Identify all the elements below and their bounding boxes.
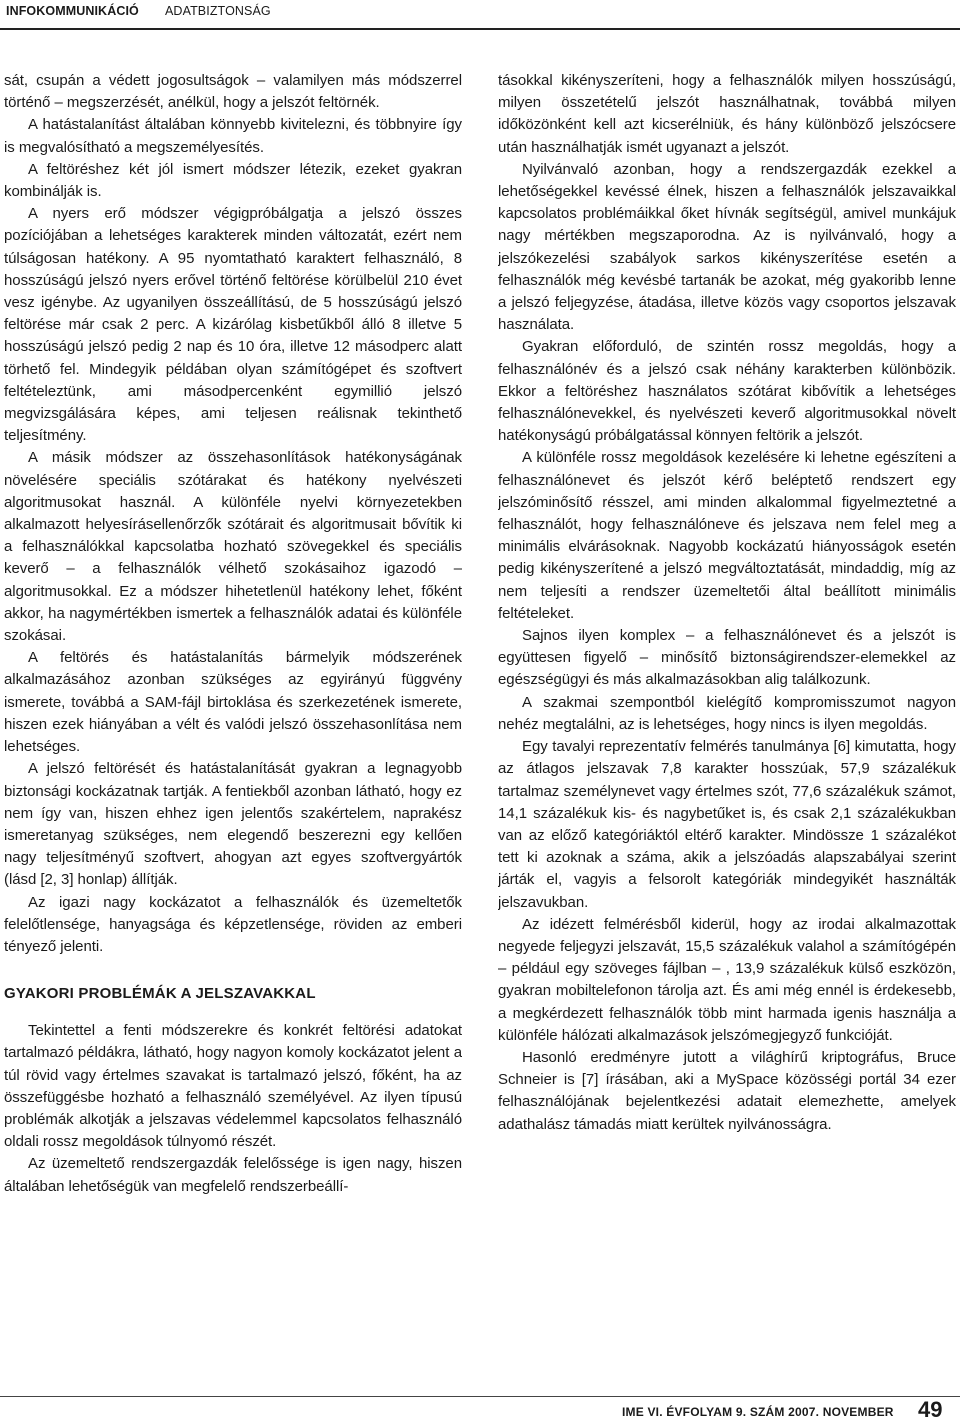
body-paragraph: A feltörés és hatástalanítás bármelyik módszerének alkalmazásához azonban szükséges az egyirányú függvény ismerete, továbbá a SAM-fájl birtoklása és szerkezetének ismerete, hiszen ezek hiányában a vélt és valódi jelszó összehasonlítása nem lehetséges. [4, 649, 462, 756]
running-header [0, 0, 960, 30]
body-paragraph: Nyilvánvaló azonban, hogy a rendszergazdák ezekkel a lehetőségekkel kevéssé élnek, hiszen a felhasználók jelszavaikkal kapcsolatos problémáikkal őket hívnák segítségül, amivel munkájuk nagy mértékben megszaporodna. Az is nyilvánvaló, hogy a jelszókezelési szabályok sarkos kikényszerítése esetén a felhasználók még kevésbé tartanák be azokat, még gyakoribb lenne a jelszó feljegyzése, átadása, illetve közös vagy csoportos jelszavak használata. [498, 160, 956, 334]
body-paragraph: A jelszó feltörését és hatástalanítását gyakran a legnagyobb biztonsági kockázatnak tartják. A fentiekből azonban látható, hogy ez nem így van, hiszen ehhez igen jelentős szakértelem, naprakész ismeretanyag szükséges, nem elegendő beszerezni egy kellően nagy teljesítményű szoftvert, ahogyan azt egyes szoftvergyártók (lásd [2, 3] honlap) állítják. [4, 760, 462, 889]
right-column [498, 70, 956, 1380]
body-paragraph: sát, csupán a védett jogosultságok – valamilyen más módszerrel történő – megszerzését, anélkül, hogy a jelszót feltörnék. [4, 72, 462, 112]
body-paragraph: tásokkal kikényszeríteni, hogy a felhasználók milyen hosszúságú, milyen összetételű jelszót használhatnak, továbbá milyen időközönként kell azt kicserélniük, és hány különböző jelszócsere után használhatják ismét ugyanazt a jelszót. [498, 72, 956, 156]
body-paragraph: A hatástalanítást általában könnyebb kivitelezni, és többnyire így is megvalósítható a megszemélyesítés. [4, 116, 462, 156]
body-paragraph: A szakmai szempontból kielégítő kompromisszumot nagyon nehéz megtalálni, az is lehetséges, hogy nincs is ilyen megoldás. [498, 693, 956, 733]
section-label: INFOKOMMUNIKÁCIÓ [6, 4, 139, 18]
body-paragraph: A különféle rossz megoldások kezelésére ki lehetne egészíteni a felhasználónevet és jelszót kérő beléptető rendszert egy jelszóminősítő résszel, ami minden alkalommal figyelmeztetné a felhasználót, hogy felhasználóneve és jelszava nem felel meg a minimális elvárásoknak. Nagyobb kockázatú hiányosságok esetén pedig kikényszerítené a jelszó megváltoztatását, mindaddig, míg az nem teljesíti a rendszer üzemeltetői által beállított minimális feltételeket. [498, 449, 956, 622]
body-paragraph: Az idézett felmérésből kiderül, hogy az irodai alkalmazottak negyede feljegyzi jelszavát, 15,5 százalékuk valahol a számítógépén – például egy szöveges fájlban – , 13,9 százalékuk külső eszközön, gyakran mobiltelefonon tárolja azt. És ami még ennél is érdekesebb, a megkérdezett felhasználók több mint harmada igenis használja a különféle hálózati alkalmazások jelszómegjegyző funkcióját. [498, 915, 956, 1044]
body-paragraph: Gyakran előforduló, de szintén rossz megoldás, hogy a felhasználónév és a jelszó csak néhány karakterben különbözik. Ekkor a feltöréshez használatos szótárat kibővítik a lehetséges felhasználónevekkel, és nyelvészeti keverő algoritmusokkal növelt hatékonyságú próbálgatással könnyen feltörik a jelszót. [498, 338, 956, 445]
body-paragraph: Hasonló eredményre jutott a világhírű kriptográfus, Bruce Schneier is [7] írásában, aki a MySpace közösségi portál 34 ezer felhasználójának bejelentkezési adatait elemezhette, amelyek adathalász támadás miatt kerültek nyilvánosságra. [498, 1048, 956, 1133]
issue-info: IME VI. ÉVFOLYAM 9. SZÁM 2007. NOVEMBER [622, 1405, 894, 1419]
body-paragraph: A feltöréshez két jól ismert módszer létezik, ezeket gyakran kombinálják is. [4, 160, 462, 201]
body-paragraph: A nyers erő módszer végigpróbálgatja a jelszó összes pozíciójában a lehetséges karakterek minden változatát, ezért nem túlságosan hatékony. A 95 nyomtatható karaktert felhasználó, 8 hosszúságú jelszó nyers erővel történő feltörése körülbelül 210 évet vesz igénybe. Az ugyanilyen összeállítású, de 5 hosszúságú jelszó feltörése már csak 2 perc. A kizárólag kisbetűkből álló 8 illetve 5 hosszúságú jelszó pedig 2 nap és 10 óra, illetve 12 másodperc alatt törhető fel. Mindegyik példában olyan számítógépet és szoftvert feltételeztünk, ami másodpercenként egymillió jelszó megvizsgálására képes, ami teljesen reálisnak tekinthető teljesítmény. [4, 205, 462, 445]
body-paragraph: Az üzemeltető rendszergazdák felelőssége is igen nagy, hiszen általában lehetőségük van megfelelő rendszerbeállí- [4, 1155, 462, 1195]
body-paragraph: Sajnos ilyen komplex – a felhasználónevet és a jelszót is együttesen figyelő – minősítő biztonságirendszer-elemekkel az egészségügyi és más alkalmazásokban alig találkozunk. [498, 627, 956, 689]
body-paragraph: Az igazi nagy kockázatot a felhasználók és üzemeltetők felelőtlensége, hanyagsága és képzetlensége, röviden az emberi tényező jelenti. [4, 893, 462, 955]
section-heading: GYAKORI PROBLÉMÁK A JELSZAVAKKAL [4, 985, 316, 1003]
body-paragraph: A másik módszer az összehasonlítások hatékonyságának növelésére speciális szótárakat és hatékony nyelvészeti algoritmusokat használ. A különféle nyelvi környezetekben alkalmazott helyesírásellenőrzők szótárait és algoritmusait bővítik ki a felhasználókkal kapcsolatba hozható szövegekkel és speciális keverő – a felhasználók vélhető szokásaihoz igazodó – algoritmusokkal. Ez a módszer hihetetlenül hatékony lehet, főként akkor, ha nagymértékben ismertek a felhasználók adatai és különféle szokásai. [4, 449, 462, 645]
body-paragraph: Egy tavalyi reprezentatív felmérés tanulmánya [6] kimutatta, hogy az átlagos jelszavak 7,8 karakter hosszúak, 57,9 százalékuk tartalmaz személynevet vagy értelmes szót, 77,6 százalékuk számot, 14,1 százalékuk kis- és nagybetűket is, és csak 2,1 százalékukban van az előző kategóriáktól eltérő karakter. Mindössze 1 százalékot tett ki azoknak a száma, akik a jelszóadás alapszabályai szerint járták el, vagyis a felsorolt kategóriák mindegyikét használták jelszavukban. [498, 738, 956, 911]
running-footer [0, 1396, 960, 1424]
page-number: 49 [918, 1397, 943, 1422]
left-column [4, 70, 462, 1380]
body-paragraph: Tekintettel a fenti módszerekre és konkrét feltörési adatokat tartalmazó példákra, látható, hogy nagyon komoly kockázatot jelent a túl rövid vagy értelmes szavakat is tartalmazó jelszó, főként, ha az összefüggésbe hozható a felhasználó személyével. Az ilyen típusú problémák alkotják a jelszavas védelemmel kapcsolatos felhasználó oldali rossz megoldások túlnyomó részét. [4, 1022, 462, 1151]
topic-label: ADATBIZTONSÁG [165, 4, 271, 18]
